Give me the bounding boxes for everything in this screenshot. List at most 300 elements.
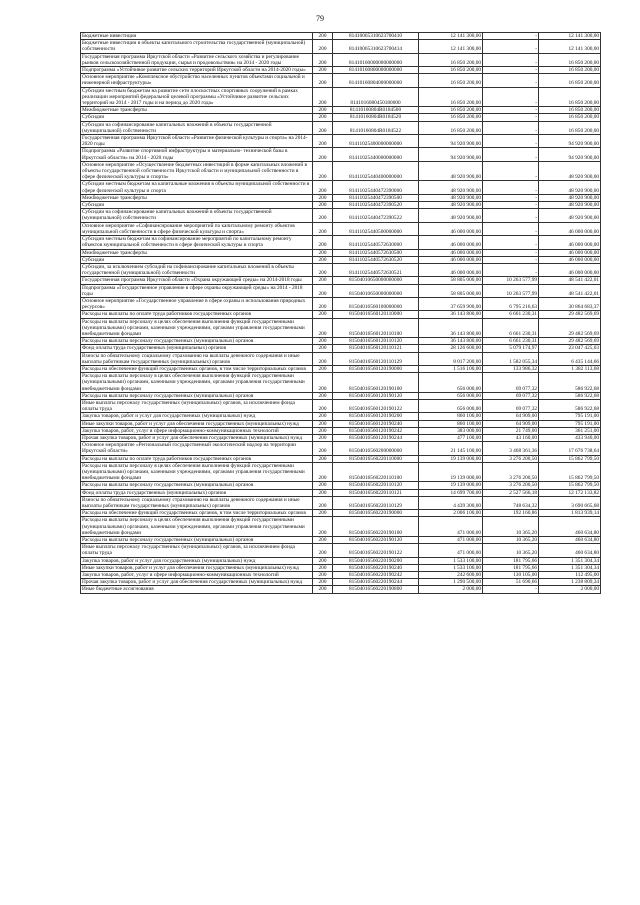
cell-approved: 46 000 000,00 bbox=[419, 249, 483, 256]
cell-executed: - bbox=[483, 87, 539, 107]
cell-unexecuted: 16 850 200,00 bbox=[539, 67, 601, 74]
cell-name: Субсидии на софинансирование капитальных вложений в объекты государственной (муниципальной) собственности bbox=[81, 121, 313, 134]
cell-name: Расходы на выплаты персоналу государственных (муниципальных) органов bbox=[81, 338, 313, 345]
cell-line-code: 200 bbox=[313, 373, 333, 393]
table-row bbox=[81, 181, 601, 194]
cell-line-code: 200 bbox=[313, 311, 333, 318]
table-row bbox=[81, 249, 601, 256]
cell-approved: 46 000 000,00 bbox=[419, 263, 483, 276]
cell-unexecuted: 17 676 738,64 bbox=[539, 442, 601, 455]
cell-unexecuted: 15 862 799,50 bbox=[539, 455, 601, 462]
cell-line-code: 200 bbox=[313, 352, 333, 365]
cell-name: Основное мероприятие «Региональный государственный экологический надзор на территории Иркутской области» bbox=[81, 442, 313, 455]
cell-executed: 64 909,00 bbox=[483, 420, 539, 427]
cell-line-code: 200 bbox=[313, 67, 333, 74]
cell-budget-code: 81504016560220110120 bbox=[333, 482, 419, 489]
cell-unexecuted: 16 850 200,00 bbox=[539, 74, 601, 87]
cell-line-code: 200 bbox=[313, 121, 333, 134]
cell-approved: 656 000,00 bbox=[419, 399, 483, 412]
cell-budget-code: 81411025440500000000 bbox=[333, 222, 419, 235]
cell-budget-code: 81504016560220190240 bbox=[333, 564, 419, 571]
cell-unexecuted: 1 351 304,34 bbox=[539, 557, 601, 564]
cell-name: Подпрограмма «Государственное управление в сфере охраны окружающей среды» на 2014 - 2018 годы bbox=[81, 284, 313, 297]
cell-name: Прочая закупка товаров, работ и услуг для обеспечения государственных (муниципальных) нужд bbox=[81, 579, 313, 586]
cell-approved: 1 533 100,00 bbox=[419, 564, 483, 571]
cell-line-code: 200 bbox=[313, 40, 333, 53]
cell-line-code: 200 bbox=[313, 434, 333, 441]
cell-name: Государственная программа Иркутской области «Развитие физической культуры и спорта» на 2014-2020 годы bbox=[81, 135, 313, 148]
cell-executed: 192 160,86 bbox=[483, 510, 539, 517]
cell-executed: 5 079 174,97 bbox=[483, 345, 539, 352]
cell-approved: 94 920 900,00 bbox=[419, 135, 483, 148]
cell-budget-code: 81411025440572630000 bbox=[333, 236, 419, 249]
cell-unexecuted: 795 191,00 bbox=[539, 413, 601, 420]
table-row bbox=[81, 74, 601, 87]
cell-executed: - bbox=[483, 202, 539, 209]
cell-budget-code: 81411025440472390522 bbox=[333, 209, 419, 222]
cell-line-code: 200 bbox=[313, 442, 333, 455]
cell-line-code: 200 bbox=[313, 249, 333, 256]
cell-budget-code: 81410160804R0184520 bbox=[333, 114, 419, 121]
cell-budget-code: 81504016560220110121 bbox=[333, 489, 419, 496]
cell-unexecuted: 361 251,00 bbox=[539, 427, 601, 434]
cell-name: Подпрограмма «Развитие спортивной инфраструктуры и материально- технической базы в Иркутской области» на 2014 - 2020 годы bbox=[81, 148, 313, 161]
cell-approved: 37 659 900,00 bbox=[419, 297, 483, 310]
cell-line-code: 200 bbox=[313, 181, 333, 194]
cell-budget-code: 81504016560220190100 bbox=[333, 517, 419, 537]
cell-name: Расходы на выплаты персоналу в целях обеспечения выполнения функций государственными (муниципальными) органами, казенными учреждениями, органами управления государственными внебюджетными фондами bbox=[81, 318, 313, 338]
table-row bbox=[81, 209, 601, 222]
cell-approved: 2 000,00 bbox=[419, 586, 483, 593]
cell-approved: 21 145 100,00 bbox=[419, 442, 483, 455]
table-row bbox=[81, 586, 601, 593]
cell-name: Расходы на выплаты персоналу государственных (муниципальных) органов bbox=[81, 482, 313, 489]
cell-executed: 10 365,20 bbox=[483, 517, 539, 537]
table-row bbox=[81, 284, 601, 297]
cell-line-code: 200 bbox=[313, 202, 333, 209]
cell-budget-code: 81504016560220190244 bbox=[333, 579, 419, 586]
table-row bbox=[81, 121, 601, 134]
cell-unexecuted: 29 482 569,69 bbox=[539, 318, 601, 338]
cell-budget-code: 81504016560120190242 bbox=[333, 427, 419, 434]
table-row bbox=[81, 263, 601, 276]
cell-executed: 3 276 200,50 bbox=[483, 462, 539, 482]
cell-name: Субсидии, за исключением субсидий на софинансирование капитальных вложений в объекты государственной (муниципальной) собственности bbox=[81, 263, 313, 276]
cell-unexecuted: 460 634,80 bbox=[539, 517, 601, 537]
cell-approved: 19 139 000,00 bbox=[419, 482, 483, 489]
cell-line-code: 200 bbox=[313, 236, 333, 249]
cell-line-code: 200 bbox=[313, 564, 333, 571]
cell-executed: - bbox=[483, 53, 539, 66]
cell-unexecuted: 23 047 425,03 bbox=[539, 345, 601, 352]
cell-line-code: 200 bbox=[313, 53, 333, 66]
cell-executed: - bbox=[483, 236, 539, 249]
cell-unexecuted: 48 541 422,01 bbox=[539, 277, 601, 284]
cell-executed: - bbox=[483, 74, 539, 87]
table-row bbox=[81, 277, 601, 284]
cell-executed: 133 986,32 bbox=[483, 365, 539, 372]
cell-executed: - bbox=[483, 67, 539, 74]
table-row bbox=[81, 564, 601, 571]
cell-unexecuted: 460 634,80 bbox=[539, 544, 601, 557]
cell-name: Субсидии на софинансирование капитальных вложений в объекты государственной (муниципальной) собственности bbox=[81, 209, 313, 222]
cell-line-code: 200 bbox=[313, 392, 333, 399]
cell-unexecuted: 1 351 304,34 bbox=[539, 564, 601, 571]
cell-line-code: 200 bbox=[313, 557, 333, 564]
cell-name: Закупка товаров, работ и услуг для государственных (муниципальных) нужд bbox=[81, 413, 313, 420]
cell-line-code: 200 bbox=[313, 277, 333, 284]
cell-line-code: 200 bbox=[313, 462, 333, 482]
cell-name: Расходы на выплаты персоналу государственных (муниципальных) органов bbox=[81, 392, 313, 399]
cell-budget-code: 81504016560120190100 bbox=[333, 373, 419, 393]
cell-executed: 10 365,20 bbox=[483, 544, 539, 557]
table-row bbox=[81, 413, 601, 420]
cell-line-code: 200 bbox=[313, 222, 333, 235]
cell-name: Бюджетные инвестиции bbox=[81, 33, 313, 40]
table-row bbox=[81, 544, 601, 557]
table-row bbox=[81, 40, 601, 53]
cell-executed: - bbox=[483, 209, 539, 222]
table-row bbox=[81, 161, 601, 181]
cell-approved: 48 920 900,00 bbox=[419, 194, 483, 201]
cell-approved: 19 139 000,00 bbox=[419, 455, 483, 462]
cell-name: Расходы на обеспечение функций государственных органов, в том числе территориальных органов bbox=[81, 365, 313, 372]
cell-unexecuted: 46 000 000,00 bbox=[539, 222, 601, 235]
cell-unexecuted: 48 920 900,00 bbox=[539, 209, 601, 222]
table-row bbox=[81, 135, 601, 148]
cell-executed: 3 276 200,50 bbox=[483, 482, 539, 489]
table-row bbox=[81, 434, 601, 441]
cell-executed: 6 661 230,31 bbox=[483, 338, 539, 345]
cell-budget-code: 81504016560120190240 bbox=[333, 420, 419, 427]
table-row bbox=[81, 572, 601, 579]
cell-budget-code: 81504010650000000000 bbox=[333, 277, 419, 284]
cell-approved: 16 850 200,00 bbox=[419, 67, 483, 74]
cell-name: Субсидии bbox=[81, 202, 313, 209]
cell-approved: 36 143 800,00 bbox=[419, 318, 483, 338]
cell-approved: 471 000,00 bbox=[419, 537, 483, 544]
cell-executed: 6 661 230,31 bbox=[483, 318, 539, 338]
cell-approved: 48 920 900,00 bbox=[419, 202, 483, 209]
cell-unexecuted: 1 238 809,34 bbox=[539, 579, 601, 586]
cell-executed: - bbox=[483, 249, 539, 256]
cell-approved: 656 000,00 bbox=[419, 373, 483, 393]
cell-approved: 46 000 000,00 bbox=[419, 236, 483, 249]
cell-budget-code: 81504016560220190000 bbox=[333, 510, 419, 517]
cell-executed: 10 365,20 bbox=[483, 537, 539, 544]
cell-line-code: 200 bbox=[313, 489, 333, 496]
cell-approved: 2 006 100,00 bbox=[419, 510, 483, 517]
cell-name: Подпрограмма «Устойчивое развитие сельских территорий Иркутской области на 2014-2020 годы» bbox=[81, 67, 313, 74]
cell-budget-code: 81411025440472390000 bbox=[333, 181, 419, 194]
table-row bbox=[81, 482, 601, 489]
table-row bbox=[81, 373, 601, 393]
cell-unexecuted: 586 922,68 bbox=[539, 373, 601, 393]
cell-budget-code: 81504010650000000000 bbox=[333, 284, 419, 297]
cell-name: Расходы на выплаты персоналу государственных (муниципальных) органов bbox=[81, 537, 313, 544]
table-row bbox=[81, 318, 601, 338]
table-row bbox=[81, 236, 601, 249]
budget-execution-table bbox=[80, 32, 601, 594]
table-row bbox=[81, 462, 601, 482]
cell-budget-code: 81504016560220190800 bbox=[333, 586, 419, 593]
cell-name: Основное мероприятие «Государственное управление в сфере охраны и использования природных ресурсов» bbox=[81, 297, 313, 310]
cell-name: Иные закупки товаров, работ и услуг для обеспечения государственных (муниципальных) нужд bbox=[81, 420, 313, 427]
cell-name: Субсидии местным бюджетам на капитальные вложения в объекты муниципальной собственности в сфере физической культуры и спорта bbox=[81, 181, 313, 194]
cell-approved: 8 017 200,00 bbox=[419, 352, 483, 365]
cell-executed: 43 160,00 bbox=[483, 434, 539, 441]
cell-unexecuted: 460 634,80 bbox=[539, 537, 601, 544]
cell-name: Иные выплаты персоналу государственных (муниципальных) органов, за исключением фонда оплаты труда bbox=[81, 544, 313, 557]
cell-budget-code: 8141016080450180000 bbox=[333, 87, 419, 107]
cell-budget-code: 81411025440472390520 bbox=[333, 202, 419, 209]
table-row bbox=[81, 365, 601, 372]
cell-approved: 383 000,00 bbox=[419, 427, 483, 434]
cell-budget-code: 81411025440572630521 bbox=[333, 263, 419, 276]
cell-unexecuted: 46 000 000,00 bbox=[539, 263, 601, 276]
cell-executed: 181 795,66 bbox=[483, 557, 539, 564]
cell-unexecuted: 1 813 939,14 bbox=[539, 510, 601, 517]
cell-budget-code: 81410160800000000000 bbox=[333, 67, 419, 74]
cell-budget-code: 81504016560120190120 bbox=[333, 392, 419, 399]
cell-budget-code: 81410065310623700410 bbox=[333, 33, 419, 40]
cell-executed: - bbox=[483, 181, 539, 194]
table-row bbox=[81, 392, 601, 399]
cell-executed: 3 468 361,36 bbox=[483, 442, 539, 455]
cell-budget-code: 81410160804R0184500 bbox=[333, 107, 419, 114]
cell-approved: 12 141 300,00 bbox=[419, 33, 483, 40]
cell-budget-code: 81504016560100000000 bbox=[333, 297, 419, 310]
cell-budget-code: 81411025440400000000 bbox=[333, 161, 419, 181]
cell-budget-code: 81411025440000000000 bbox=[333, 148, 419, 161]
cell-budget-code: 81504016560120110120 bbox=[333, 338, 419, 345]
cell-line-code: 200 bbox=[313, 586, 333, 593]
cell-name: Субсидии bbox=[81, 256, 313, 263]
cell-approved: 12 141 300,00 bbox=[419, 40, 483, 53]
cell-unexecuted: 12 172 133,82 bbox=[539, 489, 601, 496]
cell-name: Основное мероприятие «Комплексное обустройство населенных пунктов объектами социальной и инженерной инфраструктуры» bbox=[81, 74, 313, 87]
cell-budget-code: 81504016560220110000 bbox=[333, 455, 419, 462]
cell-name: Взносы по обязательному социальному страхованию на выплаты денежного содержания и иные выплаты работникам государственных (муниципальных) органов bbox=[81, 496, 313, 509]
cell-approved: 242 600,00 bbox=[419, 572, 483, 579]
cell-line-code: 200 bbox=[313, 510, 333, 517]
cell-approved: 656 000,00 bbox=[419, 392, 483, 399]
cell-line-code: 200 bbox=[313, 148, 333, 161]
cell-budget-code: 81504016560120110121 bbox=[333, 345, 419, 352]
cell-line-code: 200 bbox=[313, 114, 333, 121]
cell-executed: - bbox=[483, 263, 539, 276]
cell-approved: 19 139 000,00 bbox=[419, 462, 483, 482]
table-row bbox=[81, 53, 601, 66]
cell-unexecuted: 15 862 799,50 bbox=[539, 462, 601, 482]
table-row bbox=[81, 489, 601, 496]
cell-line-code: 200 bbox=[313, 399, 333, 412]
cell-line-code: 200 bbox=[313, 338, 333, 345]
cell-name: Закупка товаров, работ и услуг для государственных (муниципальных) нужд bbox=[81, 557, 313, 564]
cell-line-code: 200 bbox=[313, 284, 333, 297]
cell-budget-code: 81410160000000000000 bbox=[333, 53, 419, 66]
cell-executed: 10 263 577,99 bbox=[483, 284, 539, 297]
cell-budget-code: 81504016560220110100 bbox=[333, 462, 419, 482]
page-number: 79 bbox=[316, 14, 324, 23]
cell-approved: 94 920 900,00 bbox=[419, 148, 483, 161]
cell-executed: 64 909,00 bbox=[483, 413, 539, 420]
cell-line-code: 200 bbox=[313, 256, 333, 263]
cell-name: Государственная программа Иркутской области «Развитие сельского хозяйства и регулирование рынков сельскохозяйственной продукции, сырья и продовольствия» на 2014 - 2020 годы bbox=[81, 53, 313, 66]
cell-executed: 3 276 200,50 bbox=[483, 455, 539, 462]
cell-line-code: 200 bbox=[313, 209, 333, 222]
cell-executed: 2 527 566,18 bbox=[483, 489, 539, 496]
table-row bbox=[81, 442, 601, 455]
cell-executed: 10 263 577,99 bbox=[483, 277, 539, 284]
cell-line-code: 200 bbox=[313, 482, 333, 489]
cell-name: Иные выплаты персоналу государственных (муниципальных) органов, за исключением фонда оплаты труда bbox=[81, 399, 313, 412]
cell-line-code: 200 bbox=[313, 420, 333, 427]
cell-budget-code: 81504016560120190122 bbox=[333, 399, 419, 412]
cell-name: Расходы на выплаты по оплате труда работников государственных органов bbox=[81, 455, 313, 462]
cell-executed: - bbox=[483, 222, 539, 235]
table-row bbox=[81, 557, 601, 564]
cell-approved: 36 143 800,00 bbox=[419, 338, 483, 345]
cell-executed: - bbox=[483, 40, 539, 53]
cell-line-code: 200 bbox=[313, 33, 333, 40]
cell-name: Бюджетные инвестиции в объекты капитального строительства государственной (муниципальной) собственности bbox=[81, 40, 313, 53]
cell-unexecuted: 15 862 799,50 bbox=[539, 482, 601, 489]
cell-line-code: 200 bbox=[313, 135, 333, 148]
cell-budget-code: 81504016560220190200 bbox=[333, 557, 419, 564]
cell-name: Субсидии местным бюджетам на развитие сети плоскостных спортивных сооружений в рамках реализации мероприятий федеральной целевой программы «Устойчивое развитие сельских территорий на 2014 - 2017 годы и на период до 2020 года» bbox=[81, 87, 313, 107]
table-row bbox=[81, 311, 601, 318]
table-row bbox=[81, 338, 601, 345]
cell-budget-code: 81504016560120190000 bbox=[333, 365, 419, 372]
cell-name: Расходы на выплаты по оплате труда работников государственных органов bbox=[81, 311, 313, 318]
cell-executed: - bbox=[483, 121, 539, 134]
table-row bbox=[81, 399, 601, 412]
cell-budget-code: 81411025440572630500 bbox=[333, 249, 419, 256]
table-row bbox=[81, 33, 601, 40]
cell-executed: 69 077,32 bbox=[483, 373, 539, 393]
cell-unexecuted: 112 495,00 bbox=[539, 572, 601, 579]
cell-line-code: 200 bbox=[313, 579, 333, 586]
cell-approved: 471 000,00 bbox=[419, 544, 483, 557]
cell-approved: 477 100,00 bbox=[419, 434, 483, 441]
cell-unexecuted: 433 940,00 bbox=[539, 434, 601, 441]
cell-line-code: 200 bbox=[313, 74, 333, 87]
cell-executed: 181 795,66 bbox=[483, 564, 539, 571]
cell-line-code: 200 bbox=[313, 427, 333, 434]
cell-line-code: 200 bbox=[313, 572, 333, 579]
cell-line-code: 200 bbox=[313, 345, 333, 352]
cell-executed: - bbox=[483, 148, 539, 161]
cell-budget-code: 81410160804R0184522 bbox=[333, 121, 419, 134]
cell-unexecuted: 795 191,00 bbox=[539, 420, 601, 427]
cell-unexecuted: 16 850 200,00 bbox=[539, 87, 601, 107]
cell-line-code: 200 bbox=[313, 537, 333, 544]
cell-approved: 28 126 600,00 bbox=[419, 345, 483, 352]
cell-line-code: 200 bbox=[313, 318, 333, 338]
table-row bbox=[81, 517, 601, 537]
table-row bbox=[81, 148, 601, 161]
cell-approved: 58 805 000,00 bbox=[419, 277, 483, 284]
cell-name: Межбюджетные трансферты bbox=[81, 107, 313, 114]
cell-executed: 21 749,00 bbox=[483, 427, 539, 434]
cell-approved: 860 100,00 bbox=[419, 420, 483, 427]
cell-approved: 860 100,00 bbox=[419, 413, 483, 420]
cell-unexecuted: 94 920 900,00 bbox=[539, 135, 601, 148]
table-row bbox=[81, 496, 601, 509]
table-row bbox=[81, 352, 601, 365]
cell-approved: 471 000,00 bbox=[419, 517, 483, 537]
cell-executed: - bbox=[483, 586, 539, 593]
cell-budget-code: 81410065310623700414 bbox=[333, 40, 419, 53]
cell-budget-code: 81504016560120190244 bbox=[333, 434, 419, 441]
cell-name: Расходы на выплаты персоналу в целях обеспечения выполнения функций государственными (муниципальными) органами, казенными учреждениями, органами управления государственными внебюджетными фондами bbox=[81, 462, 313, 482]
cell-unexecuted: 3 690 665,68 bbox=[539, 496, 601, 509]
cell-name: Расходы на обеспечение функций государственных органов, в том числе территориальных органов bbox=[81, 510, 313, 517]
table-row bbox=[81, 67, 601, 74]
cell-unexecuted: 48 920 900,00 bbox=[539, 161, 601, 181]
cell-name: Субсидии bbox=[81, 114, 313, 121]
cell-unexecuted: 94 920 900,00 bbox=[539, 148, 601, 161]
cell-budget-code: 81411025440472390500 bbox=[333, 194, 419, 201]
table-row bbox=[81, 87, 601, 107]
cell-name: Основное мероприятие «Осуществление бюджетных инвестиций в форме капитальных вложений в объекты государственной собственности Иркутской области и муниципальной собственности в сфере физической культуры и спорта» bbox=[81, 161, 313, 181]
cell-budget-code: 81504016560220190122 bbox=[333, 544, 419, 557]
table-row bbox=[81, 537, 601, 544]
cell-name: Взносы по обязательному социальному страхованию на выплаты денежного содержания и иные выплаты работникам государственных (муниципальных) органов bbox=[81, 352, 313, 365]
cell-unexecuted: 16 850 200,00 bbox=[539, 121, 601, 134]
cell-budget-code: 81411025440572630520 bbox=[333, 256, 419, 263]
cell-approved: 16 850 200,00 bbox=[419, 87, 483, 107]
cell-line-code: 200 bbox=[313, 263, 333, 276]
cell-executed: - bbox=[483, 33, 539, 40]
cell-unexecuted: 6 435 144,66 bbox=[539, 352, 601, 365]
cell-unexecuted: 46 000 000,00 bbox=[539, 249, 601, 256]
cell-name: Закупка товаров, работ, услуг в сфере информационно-коммуникационных технологий bbox=[81, 572, 313, 579]
cell-name: Межбюджетные трансферты bbox=[81, 194, 313, 201]
cell-approved: 4 439 300,00 bbox=[419, 496, 483, 509]
cell-unexecuted: 16 850 200,00 bbox=[539, 114, 601, 121]
cell-unexecuted: 29 482 569,69 bbox=[539, 338, 601, 345]
cell-executed: 69 077,32 bbox=[483, 399, 539, 412]
cell-unexecuted: 48 541 422,01 bbox=[539, 284, 601, 297]
cell-executed: - bbox=[483, 256, 539, 263]
cell-approved: 16 850 200,00 bbox=[419, 53, 483, 66]
cell-unexecuted: 12 141 300,00 bbox=[539, 40, 601, 53]
cell-budget-code: 81504016560200000000 bbox=[333, 442, 419, 455]
cell-executed: 130 105,00 bbox=[483, 572, 539, 579]
cell-executed: 6 661 230,31 bbox=[483, 311, 539, 318]
cell-line-code: 200 bbox=[313, 161, 333, 181]
cell-unexecuted: 586 922,68 bbox=[539, 392, 601, 399]
cell-unexecuted: 12 141 300,00 bbox=[539, 33, 601, 40]
cell-unexecuted: 2 000,00 bbox=[539, 586, 601, 593]
cell-approved: 48 920 900,00 bbox=[419, 161, 483, 181]
cell-approved: 46 000 000,00 bbox=[419, 256, 483, 263]
cell-name: Иные бюджетные ассигнования bbox=[81, 586, 313, 593]
cell-executed: 748 634,32 bbox=[483, 496, 539, 509]
cell-unexecuted: 29 482 569,69 bbox=[539, 311, 601, 318]
cell-executed: - bbox=[483, 114, 539, 121]
cell-approved: 1 290 500,00 bbox=[419, 579, 483, 586]
cell-unexecuted: 1 382 113,68 bbox=[539, 365, 601, 372]
cell-approved: 16 850 200,00 bbox=[419, 121, 483, 134]
cell-line-code: 200 bbox=[313, 544, 333, 557]
cell-line-code: 200 bbox=[313, 365, 333, 372]
cell-line-code: 200 bbox=[313, 194, 333, 201]
table-row bbox=[81, 202, 601, 209]
cell-unexecuted: 46 000 000,00 bbox=[539, 256, 601, 263]
